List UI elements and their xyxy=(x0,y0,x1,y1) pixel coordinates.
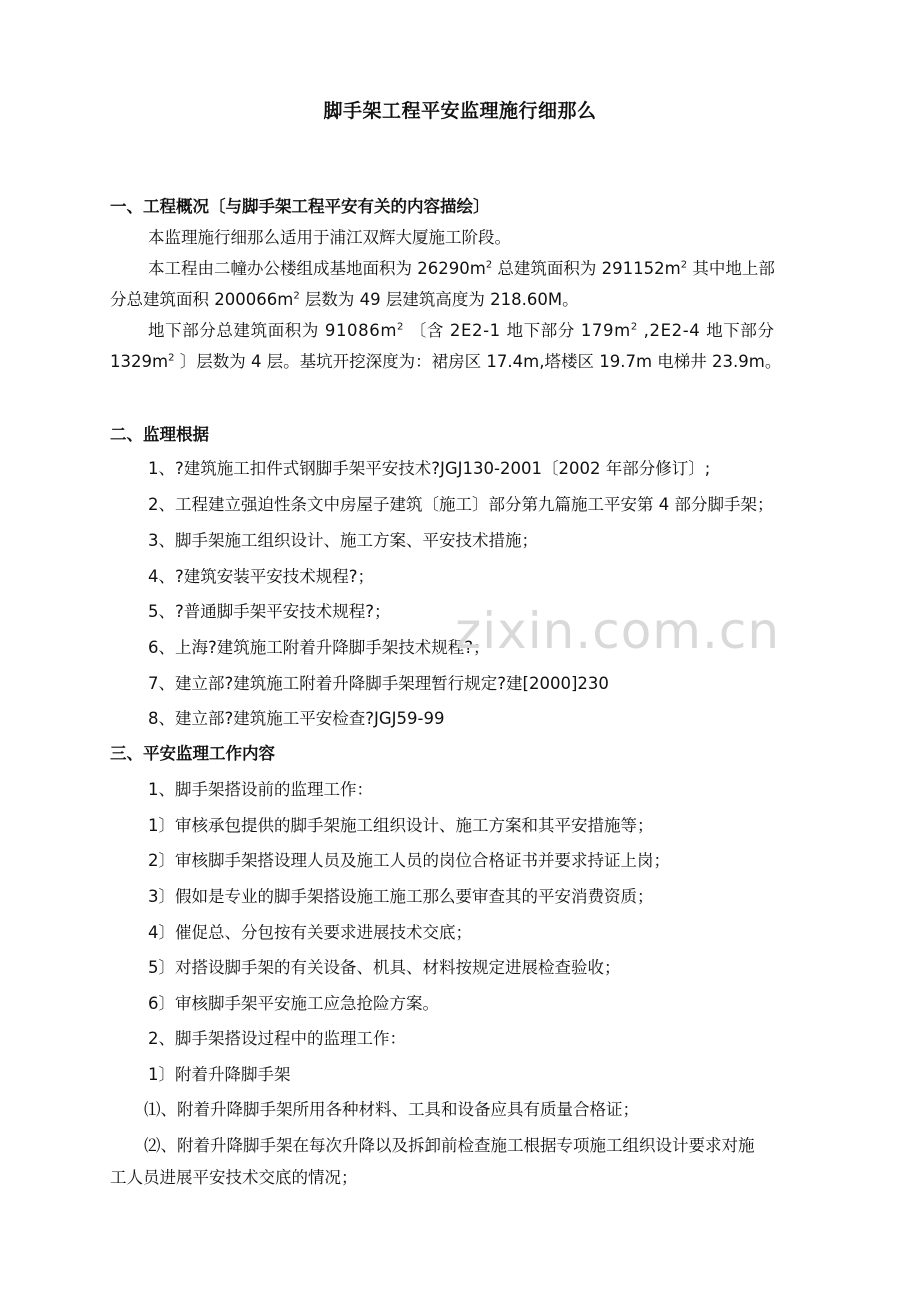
basis-item-6: 6、上海?建筑施工附着升降脚手架技术规程?； xyxy=(148,638,490,657)
section-heading-overview: 一、工程概况〔与脚手架工程平安有关的内容描绘〕 xyxy=(110,197,490,216)
supervision-paragraph-2-2-cont: 工人员进展平安技术交底的情况； xyxy=(110,1168,358,1187)
page-title: 脚手架工程平安监理施行细那么 xyxy=(323,100,597,122)
supervision-item-1-2: 2〕审核脚手架搭设理人员及施工人员的岗位合格证书并要求持证上岗； xyxy=(148,851,670,870)
basis-item-7: 7、建立部?建筑施工附着升降脚手架理暂行规定?建[2000]230 xyxy=(148,674,609,693)
supervision-item-1-4: 4〕催促总、分包按有关要求进展技术交底； xyxy=(148,923,472,942)
basis-item-1: 1、?建筑施工扣件式钢脚手架平安技术?JGJ130-2001〔2002 年部分修订〕; xyxy=(148,459,711,478)
overview-paragraph-1: 本监理施行细那么适用于浦江双辉大厦施工阶段。 xyxy=(148,228,511,247)
basis-item-3: 3、脚手架施工组织设计、施工方案、平安技术措施； xyxy=(148,531,538,550)
supervision-subheading-1: 1、脚手架搭设前的监理工作： xyxy=(148,780,373,799)
supervision-subheading-2: 2、脚手架搭设过程中的监理工作： xyxy=(148,1029,406,1048)
overview-paragraph-3: 地下部分总建筑面积为 $91086m^2$ 〔含 2E2-1 地下部分 $179m^2$ ,2E2-4 地下部分 xyxy=(148,321,775,340)
overview-paragraph-3-cont: $1329m^2$ 〕层数为 4 层。基坑开挖深度为：裙房区 17.4m,塔楼区 19.7m 电梯井 23.9m。 xyxy=(110,352,782,371)
overview-paragraph-2-cont: 分总建筑面积 $200066m^2$ 层数为 49 层建筑高度为 218.60M。 xyxy=(110,290,579,309)
basis-item-5: 5、?普通脚手架平安技术规程?； xyxy=(148,602,391,621)
section-heading-supervision: 三、平安监理工作内容 xyxy=(110,744,275,763)
watermark: zixin.com.cn xyxy=(455,602,781,660)
section-heading-basis: 二、监理根据 xyxy=(110,425,209,444)
supervision-paragraph-2-2: ⑵、附着升降脚手架在每次升降以及拆卸前检查施工根据专项施工组织设计要求对施 xyxy=(144,1136,755,1155)
supervision-item-2-1: 1〕附着升降脚手架 xyxy=(148,1065,291,1084)
supervision-item-1-1: 1〕审核承包提供的脚手架施工组织设计、施工方案和其平安措施等； xyxy=(148,816,654,835)
supervision-paragraph-2-1: ⑴、附着升降脚手架所用各种材料、工具和设备应具有质量合格证； xyxy=(144,1100,639,1119)
basis-item-4: 4、?建筑安装平安技术规程?； xyxy=(148,567,375,586)
overview-paragraph-2: 本工程由二幢办公楼组成基地面积为 $26290m^2$ 总建筑面积为 $291152m^2$ 其中地上部 xyxy=(148,259,775,278)
supervision-item-1-3: 3〕假如是专业的脚手架搭设施工施工那么要审查其的平安消费资质； xyxy=(148,887,654,906)
supervision-item-1-5: 5〕对搭设脚手架的有关设备、机具、材料按规定进展检查验收； xyxy=(148,958,621,977)
supervision-item-1-6: 6〕审核脚手架平安施工应急抢险方案。 xyxy=(148,994,439,1013)
basis-item-2: 2、工程建立强迫性条文中房屋子建筑〔施工〕部分第九篇施工平安第 4 部分脚手架； xyxy=(148,495,774,514)
basis-item-8: 8、建立部?建筑施工平安检查?JGJ59-99 xyxy=(148,709,445,728)
